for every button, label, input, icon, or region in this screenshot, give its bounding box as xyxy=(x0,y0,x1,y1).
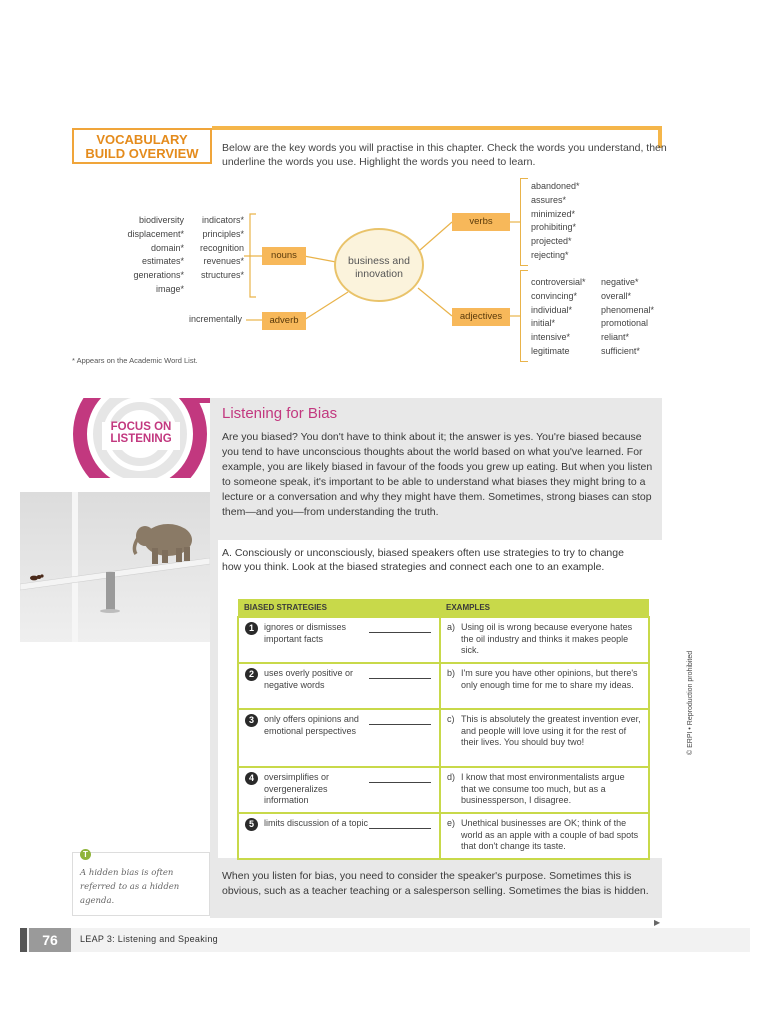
example-text: This is absolutely the greatest invention ever, and people will love using it for the rest of their lives. You should buy two! xyxy=(461,714,641,747)
adverb-word: incrementally xyxy=(188,314,242,324)
closing-paragraph: When you listen for bias, you need to consider the speaker's purpose. Sometimes this is obvious, such as a teacher teaching or a salesperson selling. Sometimes the bias is hidden. xyxy=(222,870,649,897)
vocab-word: controversial* xyxy=(531,277,586,287)
example-letter: d) xyxy=(447,772,456,782)
vocab-intro: Below are the key words you will practise in this chapter. Check the words you understand, then underline the words you use. Highlight the words you need to learn. xyxy=(222,142,667,168)
intro-paragraph: Are you biased? You don't have to think about it; the answer is yes. You're biased because you tend to have unconscious thoughts about the world based on what you've learned. For example, you are likely biased in favour of the foods you grew up eating. But when you listen to someone speak, it's important to be able to understand what biases they might bring to a lecture or a conversation and why they might have them. Sometimes, strong biases can stop them—and you—from understanding the truth. xyxy=(222,431,653,518)
vocab-word: overall* xyxy=(601,290,632,301)
vocab-word: domain* xyxy=(150,242,184,253)
strategy-cell xyxy=(238,663,440,709)
strategy-text: oversimplifies or overgeneralizes information xyxy=(264,772,330,805)
example-cell xyxy=(440,617,649,663)
example-cell xyxy=(440,663,649,709)
vocab-word: displacement* xyxy=(127,228,184,239)
next-arrow-icon: ▶ xyxy=(654,918,661,927)
example-letter: b) xyxy=(447,668,456,678)
strategy-cell xyxy=(238,709,440,767)
vocab-word: initial* xyxy=(531,318,556,329)
table-row xyxy=(238,663,649,709)
example-text: Unethical businesses are OK; think of the world as an apple with a couple of bad spots that don't change its taste. xyxy=(461,818,639,851)
adjectives-tag: adjectives xyxy=(452,308,510,326)
vocab-word: prohibiting* xyxy=(531,222,577,233)
elephant-ant-illustration xyxy=(20,492,210,642)
table-row xyxy=(238,767,649,813)
strategy-text: uses overly positive or negative words xyxy=(264,668,354,690)
footnote: * Appears on the Academic Word List. xyxy=(72,356,198,365)
example-text: I'm sure you have other opinions, but there's only enough time for me to share my ideas. xyxy=(461,668,638,690)
answer-blank[interactable] xyxy=(369,828,431,829)
example-letter: a) xyxy=(447,622,456,632)
vocab-word: image* xyxy=(155,283,184,294)
vocab-word: revenues* xyxy=(203,256,244,267)
nouns-column-1 xyxy=(118,214,184,297)
number-badge: 1 xyxy=(245,622,258,635)
header-strategies: BIASED STRATEGIES xyxy=(238,599,440,617)
vocab-word: generations* xyxy=(133,270,184,281)
seesaw-photo xyxy=(20,492,210,642)
adjectives-column-1 xyxy=(531,276,586,359)
strategy-cell xyxy=(238,813,440,859)
vocab-word: recognition xyxy=(199,242,244,253)
answer-blank[interactable] xyxy=(369,782,431,783)
example-cell xyxy=(440,767,649,813)
adverb-tag: adverb xyxy=(262,312,306,330)
number-badge: 2 xyxy=(245,668,258,681)
section-title: Listening for Bias xyxy=(222,405,338,422)
number-badge: 5 xyxy=(245,818,258,831)
example-letter: e) xyxy=(447,818,456,828)
focus-badge-text xyxy=(72,421,210,445)
vocab-word: phenomenal* xyxy=(601,304,655,315)
example-text: I know that most environmentalists argue that we consume too much, but as a businessperson, I disagree. xyxy=(461,772,625,805)
verbs-bracket xyxy=(520,178,528,266)
example-text: Using oil is wrong because everyone hates the oil industry and thinks it makes people sick. xyxy=(461,622,633,655)
strategy-cell xyxy=(238,617,440,663)
verbs-tag: verbs xyxy=(452,213,510,231)
footer-accent xyxy=(20,928,27,952)
vocab-word: rejecting* xyxy=(531,249,569,260)
vocab-word: biodiversity xyxy=(138,215,184,225)
table-header-row xyxy=(238,599,649,617)
strategy-text: only offers opinions and emotional perspectives xyxy=(264,714,359,736)
vocab-word: structures* xyxy=(200,270,244,281)
example-cell xyxy=(440,813,649,859)
adjectives-column-2 xyxy=(601,276,654,359)
vocab-word: promotional xyxy=(601,318,649,329)
vocab-word: assures* xyxy=(531,194,567,205)
exercise-a-instructions: A. Consciously or unconsciously, biased speakers often use strategies to try to change how you think. Look at the biased strategies and connect each one to an example. xyxy=(222,547,624,573)
vocab-title-line1: VOCABULARY xyxy=(96,132,188,147)
book-title: LEAP 3: Listening and Speaking xyxy=(80,934,218,944)
nouns-tag: nouns xyxy=(262,247,306,265)
answer-blank[interactable] xyxy=(369,632,431,633)
vocab-word: individual* xyxy=(531,304,573,315)
vocab-word: sufficient* xyxy=(601,345,640,356)
vocab-word: convincing* xyxy=(531,290,578,301)
nouns-column-2 xyxy=(188,214,244,283)
strategy-text: limits discussion of a topic xyxy=(264,818,369,828)
answer-blank[interactable] xyxy=(369,724,431,725)
focus-badge-line1: FOCUS ON xyxy=(110,421,172,433)
vocab-word: principles* xyxy=(202,228,244,239)
vocab-title-line2: BUILD OVERVIEW xyxy=(85,146,199,161)
vocab-word: negative* xyxy=(601,277,639,287)
vocab-word: estimates* xyxy=(141,256,184,267)
verbs-list xyxy=(531,180,580,263)
tip-icon: T xyxy=(80,849,91,860)
vocab-word: projected* xyxy=(531,236,572,247)
adjectives-bracket xyxy=(520,270,528,362)
example-letter: c) xyxy=(447,714,455,724)
table-row xyxy=(238,813,649,859)
page-number: 76 xyxy=(29,928,71,952)
strategy-cell xyxy=(238,767,440,813)
focus-badge-line2: LISTENING xyxy=(110,433,172,445)
vocab-word: reliant* xyxy=(601,332,630,343)
number-badge: 3 xyxy=(245,714,258,727)
vocab-word: minimized* xyxy=(531,208,576,219)
vocab-word: intensive* xyxy=(531,332,571,343)
tip-text: A hidden bias is often referred to as a hidden agenda. xyxy=(80,868,180,906)
table-row xyxy=(238,617,649,663)
header-examples: EXAMPLES xyxy=(440,599,649,617)
focus-badge xyxy=(72,398,210,478)
table-row xyxy=(238,709,649,767)
strategies-table xyxy=(237,599,650,860)
copyright-notice: © ERPI • Reproduction prohibited xyxy=(687,650,694,755)
center-topic: business and innovation xyxy=(334,228,424,302)
vocab-word: abandoned* xyxy=(531,181,580,191)
number-badge: 4 xyxy=(245,772,258,785)
answer-blank[interactable] xyxy=(369,678,431,679)
vocab-word: indicators* xyxy=(201,215,244,225)
vocab-word: legitimate xyxy=(531,345,570,356)
example-cell xyxy=(440,709,649,767)
strategy-text: ignores or dismisses important facts xyxy=(264,622,347,644)
